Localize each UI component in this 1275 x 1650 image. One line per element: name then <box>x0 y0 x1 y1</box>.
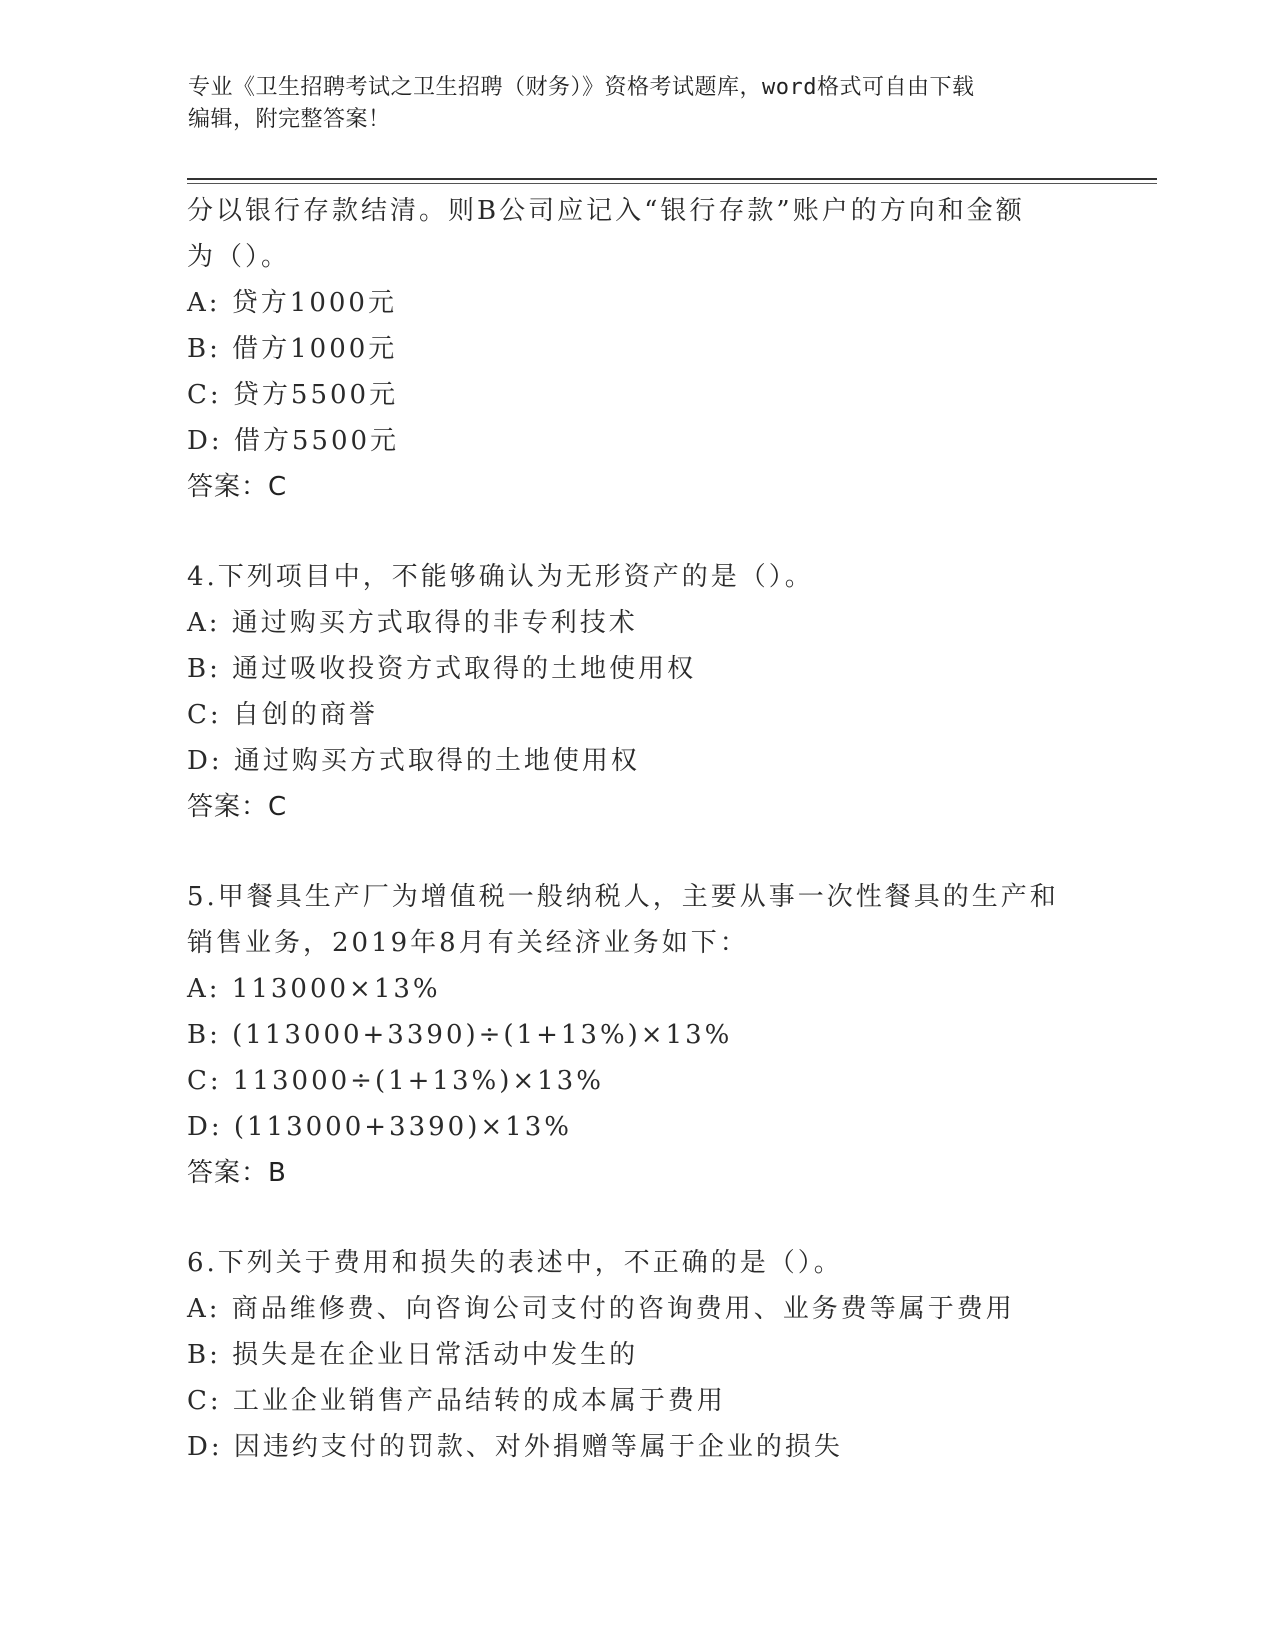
option-c: C: 贷方5500元 <box>187 380 399 410</box>
question-text-line: 6.下列关于费用和损失的表述中，不正确的是（）。 <box>187 1248 843 1278</box>
question-spacer <box>187 830 1087 874</box>
option-a: A: 113000×13% <box>187 974 441 1004</box>
option-c: C: 工业企业销售产品结转的成本属于费用 <box>187 1386 726 1416</box>
question-content <box>187 188 1087 1470</box>
question-spacer <box>187 1196 1087 1240</box>
answer-line: 答案：B <box>187 1158 287 1188</box>
question-spacer <box>187 510 1087 554</box>
option-b: B: 损失是在企业日常活动中发生的 <box>187 1340 639 1370</box>
option-d: D: 通过购买方式取得的土地使用权 <box>187 746 640 776</box>
document-header <box>188 72 1088 136</box>
question-text-line: 5.甲餐具生产厂为增值税一般纳税人，主要从事一次性餐具的生产和 <box>187 882 1059 912</box>
answer-line: 答案：C <box>187 792 288 822</box>
option-a: A: 商品维修费、向咨询公司支付的咨询费用、业务费等属于费用 <box>187 1294 1015 1324</box>
question-text-line: 分以银行存款结清。则B公司应记入“银行存款”账户的方向和金额 <box>187 196 1025 226</box>
option-d: D: 借方5500元 <box>187 426 400 456</box>
question-5 <box>187 874 1087 1196</box>
option-a: A: 通过购买方式取得的非专利技术 <box>187 608 638 638</box>
option-b: B: 借方1000元 <box>187 334 398 364</box>
option-c: C: 自创的商誉 <box>187 700 378 730</box>
option-b: B: 通过吸收投资方式取得的土地使用权 <box>187 654 697 684</box>
option-a: A: 贷方1000元 <box>187 288 397 318</box>
header-line-1: 专业《卫生招聘考试之卫生招聘（财务）》资格考试题库，word格式可自由下载 <box>188 75 975 100</box>
question-text-line: 销售业务，2019年8月有关经济业务如下： <box>187 928 749 958</box>
header-line-2: 编辑，附完整答案！ <box>188 107 391 132</box>
question-4 <box>187 554 1087 830</box>
option-d: D: (113000+3390)×13% <box>187 1112 572 1142</box>
answer-line: 答案：C <box>187 472 288 502</box>
question-text-line: 为（）。 <box>187 242 291 272</box>
header-divider-thin <box>187 183 1157 184</box>
question-text-line: 4.下列项目中，不能够确认为无形资产的是（）。 <box>187 562 814 592</box>
question-3 <box>187 188 1087 510</box>
option-c: C: 113000÷(1+13%)×13% <box>187 1066 604 1096</box>
option-d: D: 因违约支付的罚款、对外捐赠等属于企业的损失 <box>187 1432 843 1462</box>
option-b: B: (113000+3390)÷(1+13%)×13% <box>187 1020 733 1050</box>
question-6 <box>187 1240 1087 1470</box>
header-divider-thick <box>187 178 1157 180</box>
